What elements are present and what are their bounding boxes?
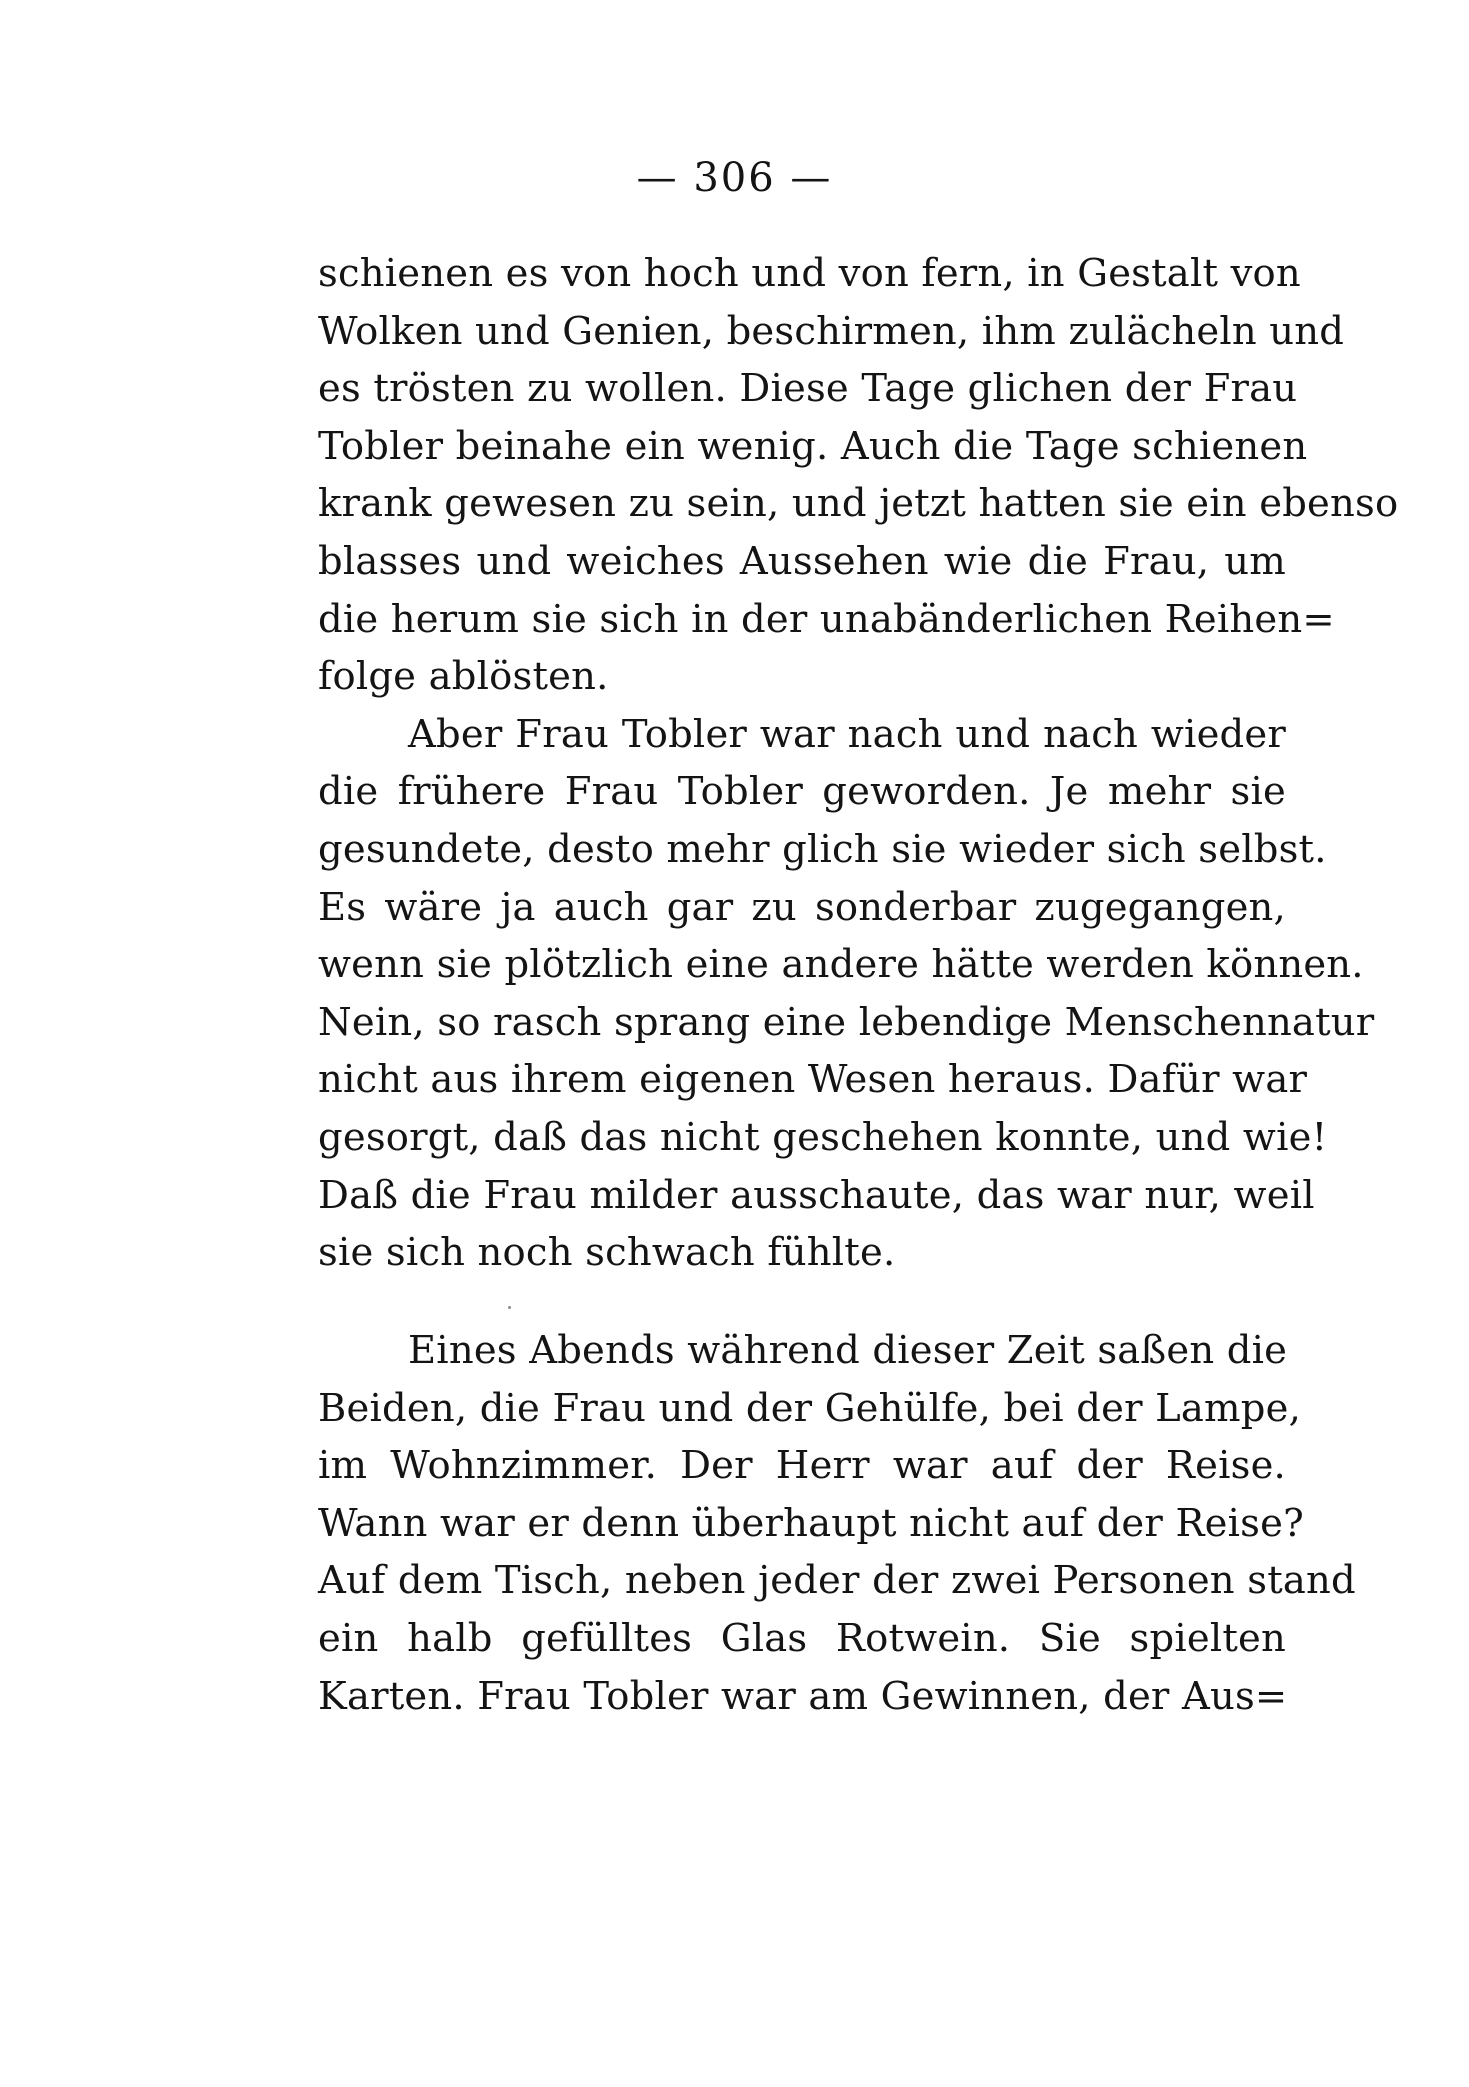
text-line: schienen es von hoch und von fern, in Gestalt von [318,251,1301,296]
text-line: Beiden, die Frau und der Gehülfe, bei der Lampe, [318,1385,1302,1431]
text-line: Tobler beinahe ein wenig. Auch die Tage schienen [318,423,1308,469]
text-line: wenn sie plötzlich eine andere hätte werden können. [318,942,1364,988]
text-line: Es wäre ja auch gar zu sonderbar zugegangen, [318,884,1286,930]
text-line: Nein, so rasch sprang eine lebendige Menschennatur [318,999,1375,1045]
text-line: Daß die Frau milder ausschaute, das war nur, weil [318,1172,1315,1218]
text-block-upper [318,245,1399,1282]
text-line: krank gewesen zu sein, und jetzt hatten sie ein ebenso [318,481,1399,527]
paragraph [318,245,1399,706]
print-speck [508,1306,511,1309]
text-line: im Wohnzimmer. Der Herr war auf der Reise. [318,1443,1286,1489]
text-line: gesundete, desto mehr glich sie wieder sich selbst. [318,826,1327,872]
text-line: die herum sie sich in der unabänderlichen Reihen= [318,596,1335,642]
text-line: nicht aus ihrem eigenen Wesen heraus. Dafür war [318,1057,1308,1103]
text-line: blasses und weiches Aussehen wie die Frau, um [318,538,1286,584]
text-line: folge ablösten. [318,654,609,700]
paragraph [318,706,1375,1282]
paragraph [318,1322,1356,1725]
page-number: — 306 — [636,155,833,201]
text-line: Auf dem Tisch, neben jeder der zwei Personen stand [318,1558,1356,1604]
text-line: Aber Frau Tobler war nach und nach wieder [408,711,1286,757]
text-line: Karten. Frau Tobler war am Gewinnen, der Aus= [318,1673,1288,1719]
text-line: Eines Abends während dieser Zeit saßen die [408,1328,1288,1373]
text-line: es trösten zu wollen. Diese Tage glichen der Frau [318,366,1298,412]
text-line: die frühere Frau Tobler geworden. Je mehr sie [318,769,1286,815]
text-block-lower [318,1322,1356,1725]
text-line: ein halb gefülltes Glas Rotwein. Sie spielten [318,1615,1286,1661]
text-line: sie sich noch schwach fühlte. [318,1230,896,1276]
text-line: gesorgt, daß das nicht geschehen konnte, und wie! [318,1114,1328,1160]
text-line: Wann war er denn überhaupt nicht auf der Reise? [318,1500,1304,1546]
text-line: Wolken und Genien, beschirmen, ihm zulächeln und [318,308,1345,354]
